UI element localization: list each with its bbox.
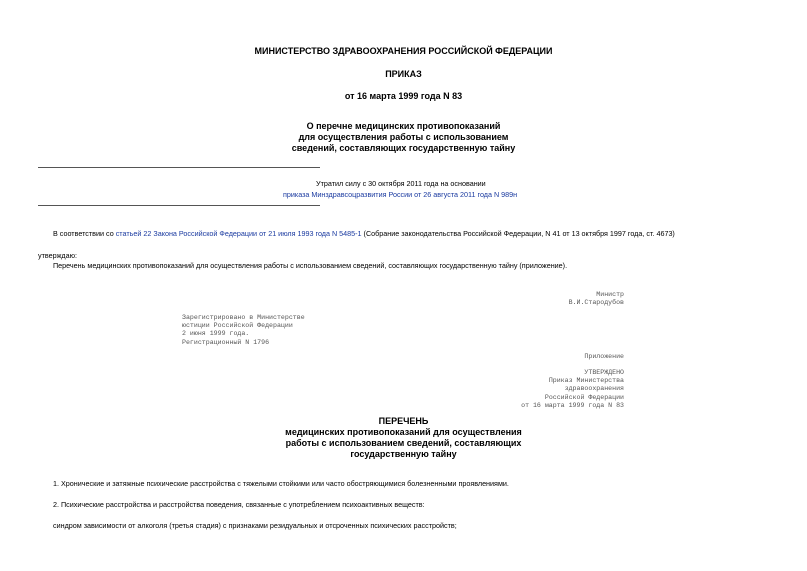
doc-title-line: О перечне медицинских противопоказаний	[306, 121, 501, 131]
list-item: синдром зависимости от алкоголя (третья стадия) с признаками резидуальных и отсроченных психических расстройств;	[53, 521, 457, 530]
appendix-subtitle-line: медицинских противопоказаний для осуществления	[285, 427, 522, 437]
status-line: Утратил силу с 30 октября 2011 года на основании	[316, 179, 486, 188]
approved-line: от 16 марта 1999 года N 83	[521, 401, 624, 409]
law-link[interactable]: статьей 22 Закона Российской Федерации от 21 июля 1993 года N 5485-1	[115, 229, 362, 238]
registration-line: Регистрационный N 1796	[182, 338, 270, 346]
intro-prefix: В соответствии со	[53, 229, 116, 238]
divider	[38, 205, 320, 206]
registration-line: Зарегистрировано в Министерстве	[182, 314, 305, 321]
approved-line: Приказ Министерства	[548, 377, 624, 385]
appendix-subtitle	[0, 427, 807, 460]
doc-title-line: для осуществления работы с использованием	[298, 132, 509, 142]
registration-block	[182, 314, 305, 347]
appendix-subtitle-line: государственную тайну	[350, 449, 457, 459]
list-item: 2. Психические расстройства и расстройства поведения, связанные с употреблением психоактивных веществ:	[53, 500, 425, 509]
appendix-title: ПЕРЕЧЕНЬ	[378, 416, 429, 426]
approve-label: утверждаю:	[38, 251, 78, 260]
doc-title-line: сведений, составляющих государственную тайну	[291, 143, 516, 153]
appendix-subtitle-line: работы с использованием сведений, составляющих	[285, 438, 522, 448]
doc-type-heading: ПРИКАЗ	[385, 69, 422, 79]
doc-title	[0, 121, 807, 154]
approved-line: Российской Федерации	[544, 393, 624, 401]
ministry-heading: МИНИСТЕРСТВО ЗДРАВООХРАНЕНИЯ РОССИЙСКОЙ ФЕДЕРАЦИИ	[254, 46, 553, 56]
approved-block	[470, 369, 624, 410]
signature-position: Министр	[596, 291, 624, 298]
intro-suffix: (Собрание законодательства Российской Федерации, N 41 от 13 октября 1997 года, ст. 4673)	[361, 229, 675, 238]
signature-name: В.И.Стародубов	[568, 299, 624, 306]
registration-line: юстиции Российской Федерации	[182, 322, 293, 330]
approved-line: здравоохранения	[564, 385, 624, 393]
list-item: 1. Хронические и затяжные психические расстройства с тяжелыми стойкими или часто обостряющимися болезненными проявлениями.	[53, 479, 509, 488]
divider	[38, 167, 320, 168]
approve-text: Перечень медицинских противопоказаний для осуществления работы с использованием сведений, составляющих государственную тайну (приложение).	[53, 261, 568, 270]
doc-date: от 16 марта 1999 года N 83	[344, 91, 463, 101]
status-link[interactable]: приказа Минздравсоцразвития России от 26 августа 2011 года N 989н	[283, 190, 518, 199]
appendix-label: Приложение	[584, 353, 624, 360]
registration-line: 2 июня 1999 года.	[182, 330, 250, 338]
approved-line: УТВЕРЖДЕНО	[584, 369, 624, 376]
intro-paragraph	[53, 229, 675, 238]
